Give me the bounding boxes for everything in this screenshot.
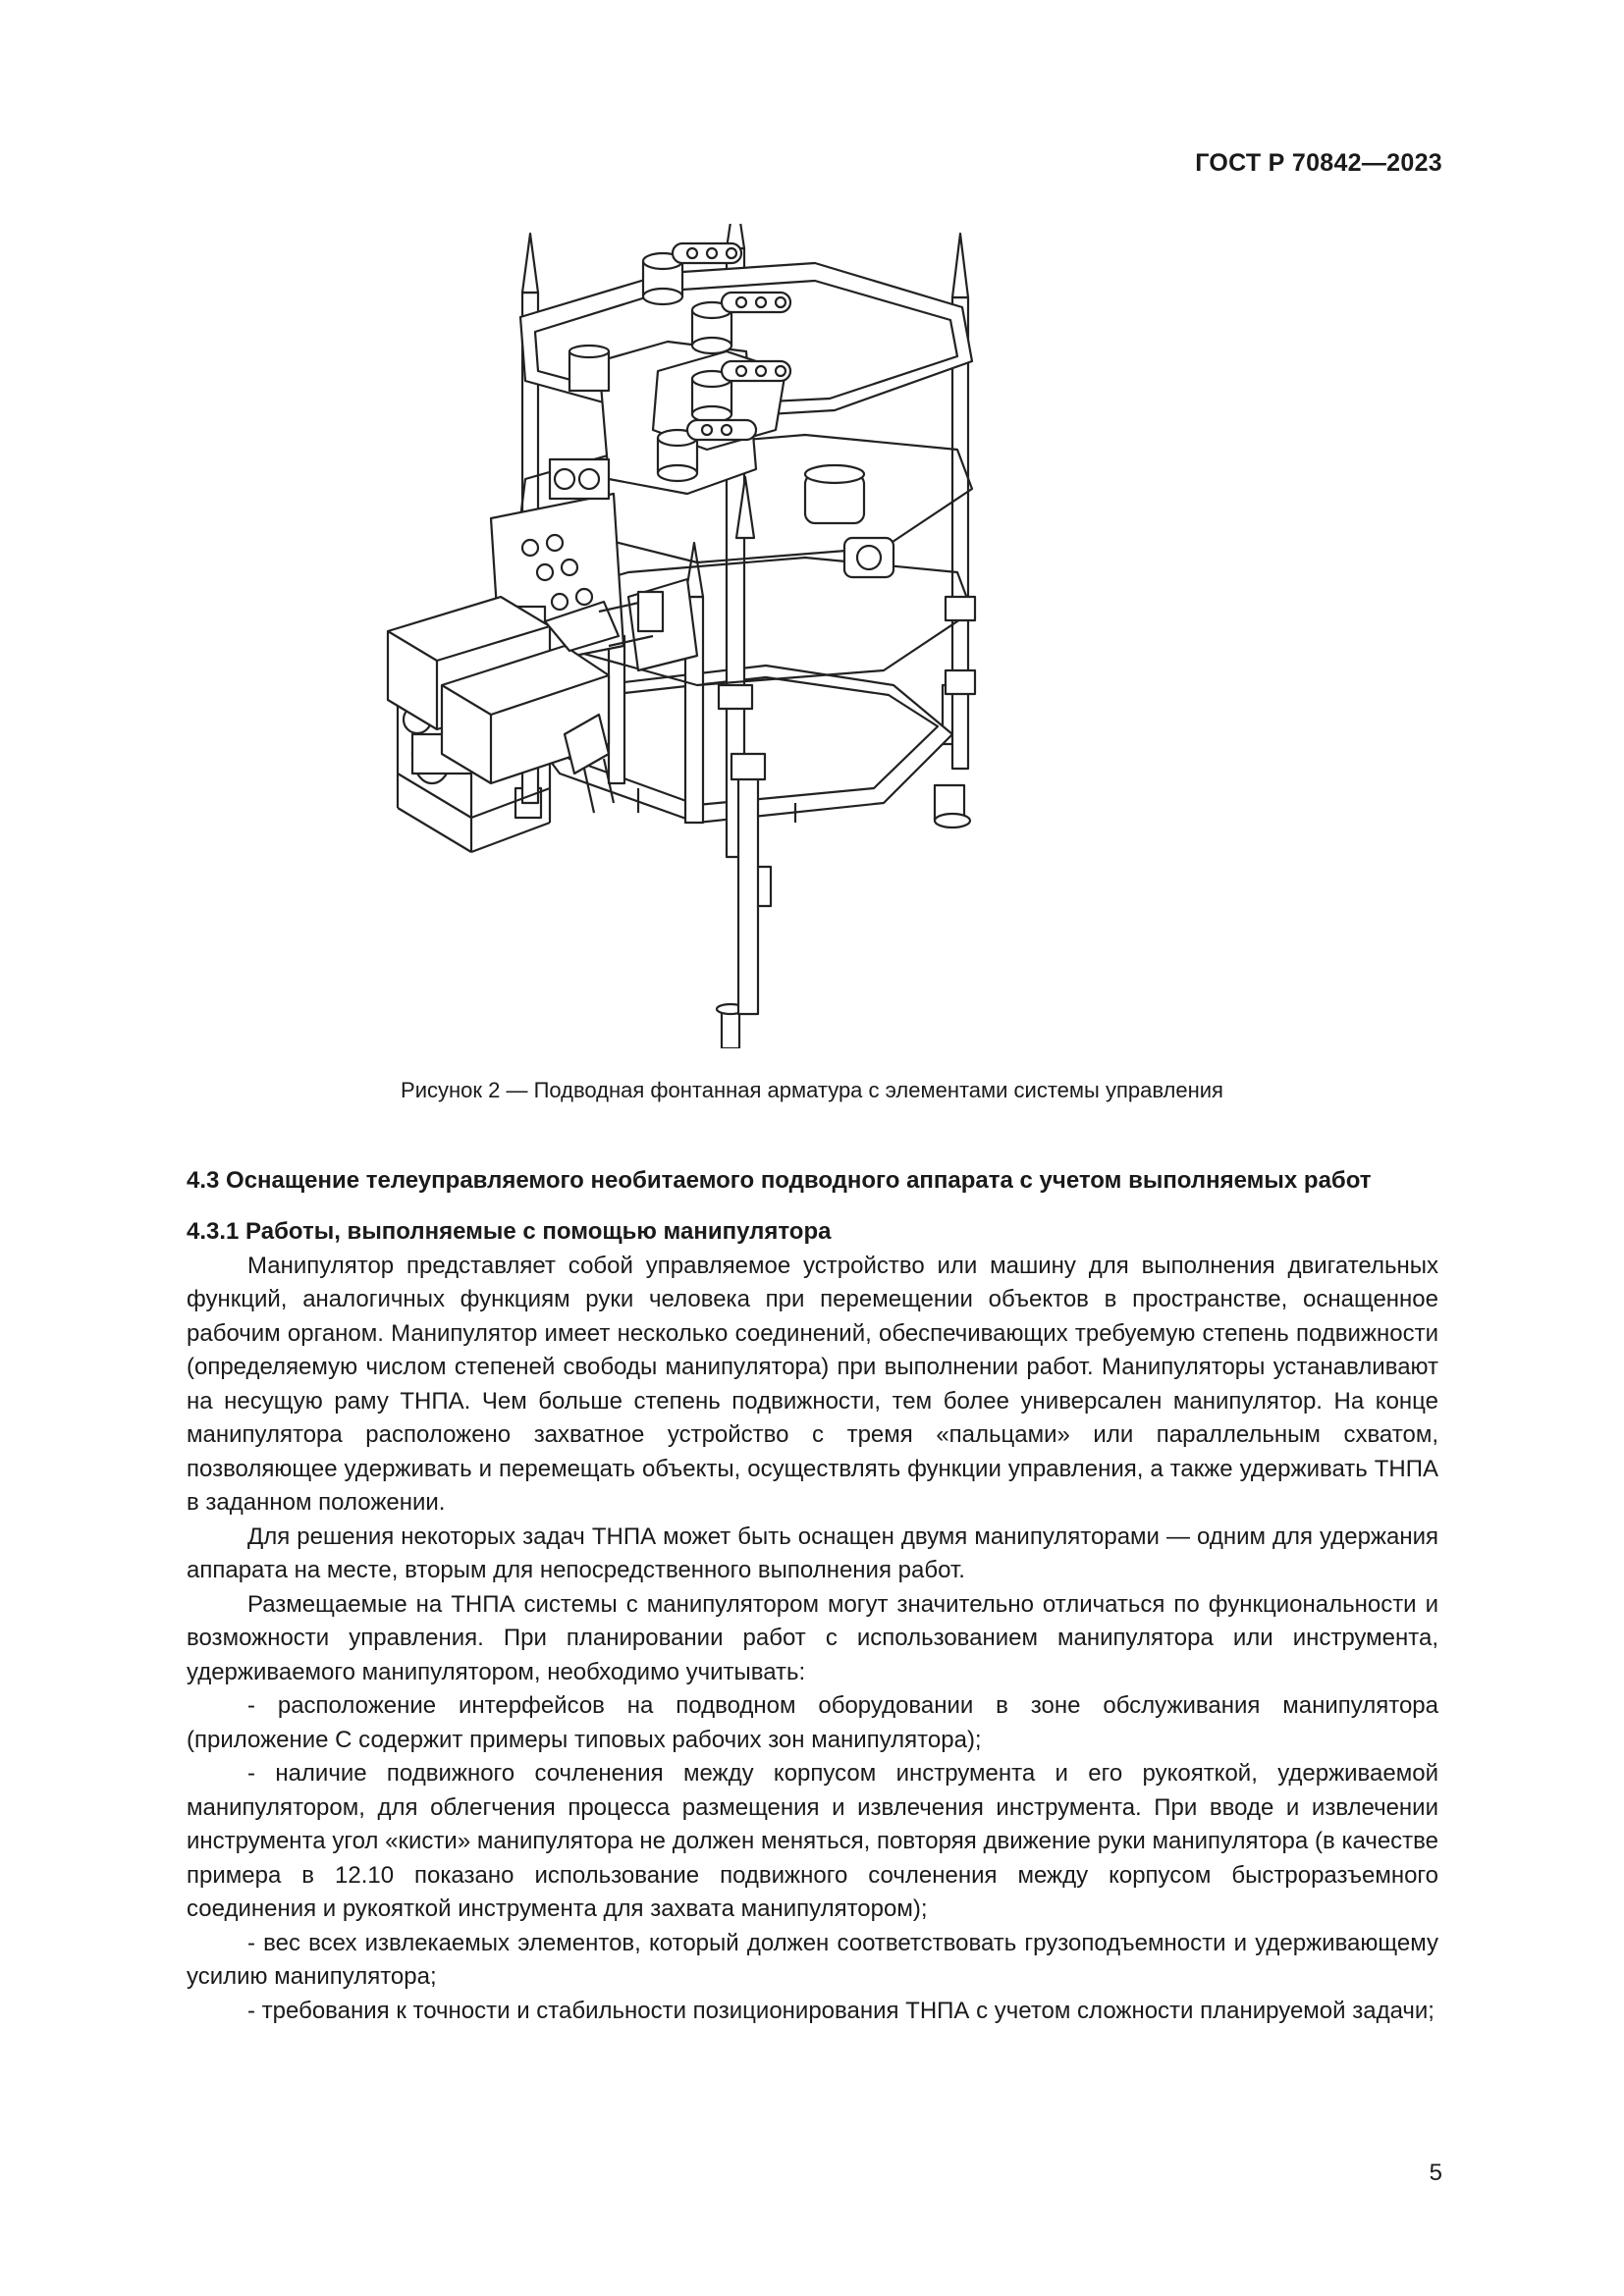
list-item: - расположение интерфейсов на подводном оборудовании в зоне обслуживания манипулятора (приложение С содержит примеры типовых рабочих зон манипулятора);: [187, 1692, 1438, 1753]
subsection-heading: 4.3.1 Работы, выполняемые с помощью манипулятора: [187, 1218, 832, 1245]
list-item: - наличие подвижного сочленения между корпусом инструмента и его рукояткой, удерживаемой манипулятором, для облегчения процесса размещения и извлечения инструмента. При вводе и извлечении инструмента угол «кисти» манипулятора не должен меняться, повторяя движение руки манипулятора (в качестве примера в 12.10 показано использование подвижного сочленения между корпусом быстроразъемного соединения и рукояткой инструмента для захвата манипулятором);: [187, 1760, 1438, 1922]
section-heading: 4.3 Оснащение телеуправляемого необитаемого подводного аппарата с учетом выполняемых работ: [187, 1167, 1372, 1194]
list-item: - требования к точности и стабильности позиционирования ТНПА с учетом сложности планируемой задачи;: [247, 1997, 1435, 2024]
paragraph: Для решения некоторых задач ТНПА может быть оснащен двумя манипуляторами — одним для удержания аппарата на месте, вторым для непосредственного выполнения работ.: [187, 1522, 1438, 1583]
figure-subsea-tree: [373, 224, 1178, 1048]
section-content: [187, 1164, 1438, 2028]
list-item: - вес всех извлекаемых элементов, который должен соответствовать грузоподъемности и удерживающему усилию манипулятора;: [187, 1929, 1438, 1990]
document-code: ГОСТ Р 70842—2023: [1195, 149, 1442, 177]
paragraph: Размещаемые на ТНПА системы с манипулятором могут значительно отличаться по функциональности и возможности управления. При планировании работ с использованием манипулятора или инструмента, удерживаемого манипулятором, необходимо учитывать:: [187, 1590, 1438, 1685]
page-number: 5: [1429, 2160, 1442, 2186]
figure-caption: Рисунок 2 — Подводная фонтанная арматура с элементами системы управления: [401, 1078, 1223, 1102]
subsea-christmas-tree-drawing: [373, 224, 1178, 1048]
paragraph: Манипулятор представляет собой управляемое устройство или машину для выполнения двигательных функций, аналогичных функциям руки человека при перемещении объектов в пространстве, оснащенное рабочим органом. Манипулятор имеет несколько соединений, обеспечивающих требуемую степень подвижности (определяемую числом степеней свободы манипулятора) при выполнении работ. Манипуляторы устанавливают на несущую раму ТНПА. Чем больше степень подвижности, тем более универсален манипулятор. На конце манипулятора расположено захватное устройство с тремя «пальцами» или параллельным схватом, позволяющее удерживать и перемещать объекты, осуществлять функции управления, а также удерживать ТНПА в заданном положении.: [187, 1252, 1438, 1516]
